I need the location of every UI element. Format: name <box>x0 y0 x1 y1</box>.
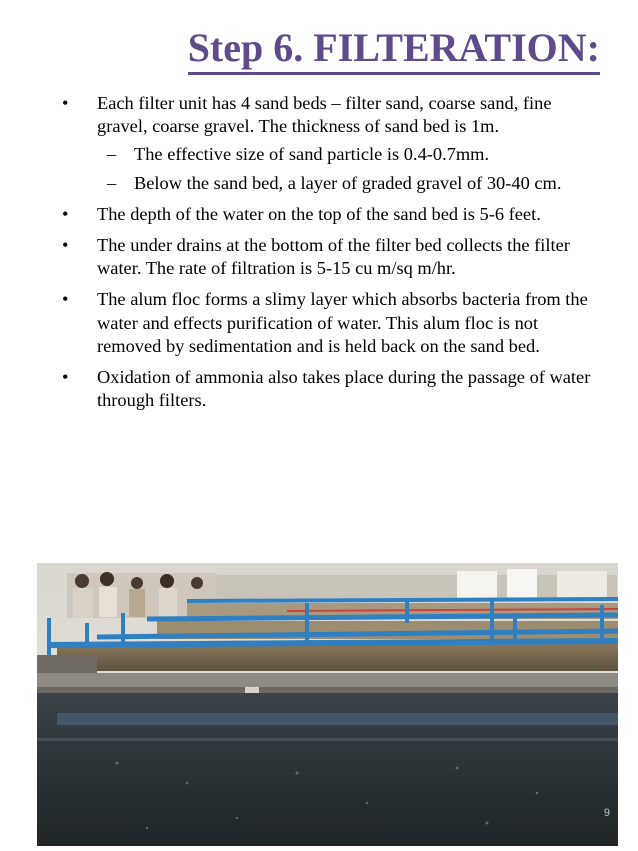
bullet-item <box>58 366 606 412</box>
filter-beds-photo <box>37 563 618 846</box>
sub-bullet-text: Below the sand bed, a layer of graded gravel of 30-40 cm. <box>134 172 562 193</box>
sub-bullet-marker: – <box>107 172 117 193</box>
bullet-item <box>58 288 606 358</box>
sub-bullet-text: The effective size of sand particle is 0.4-0.7mm. <box>134 144 490 165</box>
sub-bullet-marker: – <box>107 144 117 165</box>
bullet-marker: • <box>62 93 69 113</box>
bullet-text: The depth of the water on the top of the sand bed is 5-6 feet. <box>97 203 541 224</box>
bullet-marker: • <box>62 235 69 256</box>
bullet-list <box>58 92 606 420</box>
bullet-marker: • <box>62 367 69 388</box>
filter-beds-illustration <box>37 563 618 846</box>
bullet-text: Each filter unit has 4 sand beds – filter sand, coarse sand, fine gravel, coarse gravel. The thickness of sand bed is 1m. <box>97 93 552 137</box>
slide-title-text: Step 6. FILTERATION: <box>188 25 600 75</box>
bullet-text: Oxidation of ammonia also takes place during the passage of water through filters. <box>97 367 591 411</box>
page-number: 9 <box>603 807 610 819</box>
bullet-item <box>58 234 606 280</box>
bullet-item <box>58 92 606 195</box>
sub-bullet-item <box>58 172 606 195</box>
slide-title <box>0 26 600 70</box>
bullet-marker: • <box>62 289 69 310</box>
sub-bullet-item <box>58 143 606 166</box>
bullet-text: The alum floc forms a slimy layer which absorbs bacteria from the water and effects purification of water. This alum floc is not removed by sedimentation and is held back on the sand bed. <box>97 289 588 356</box>
bullet-text: The under drains at the bottom of the filter bed collects the filter water. The rate of filtration is 5-15 cu m/sq m/hr. <box>97 235 570 279</box>
bullet-marker: • <box>62 203 69 224</box>
bullet-item <box>58 203 606 226</box>
